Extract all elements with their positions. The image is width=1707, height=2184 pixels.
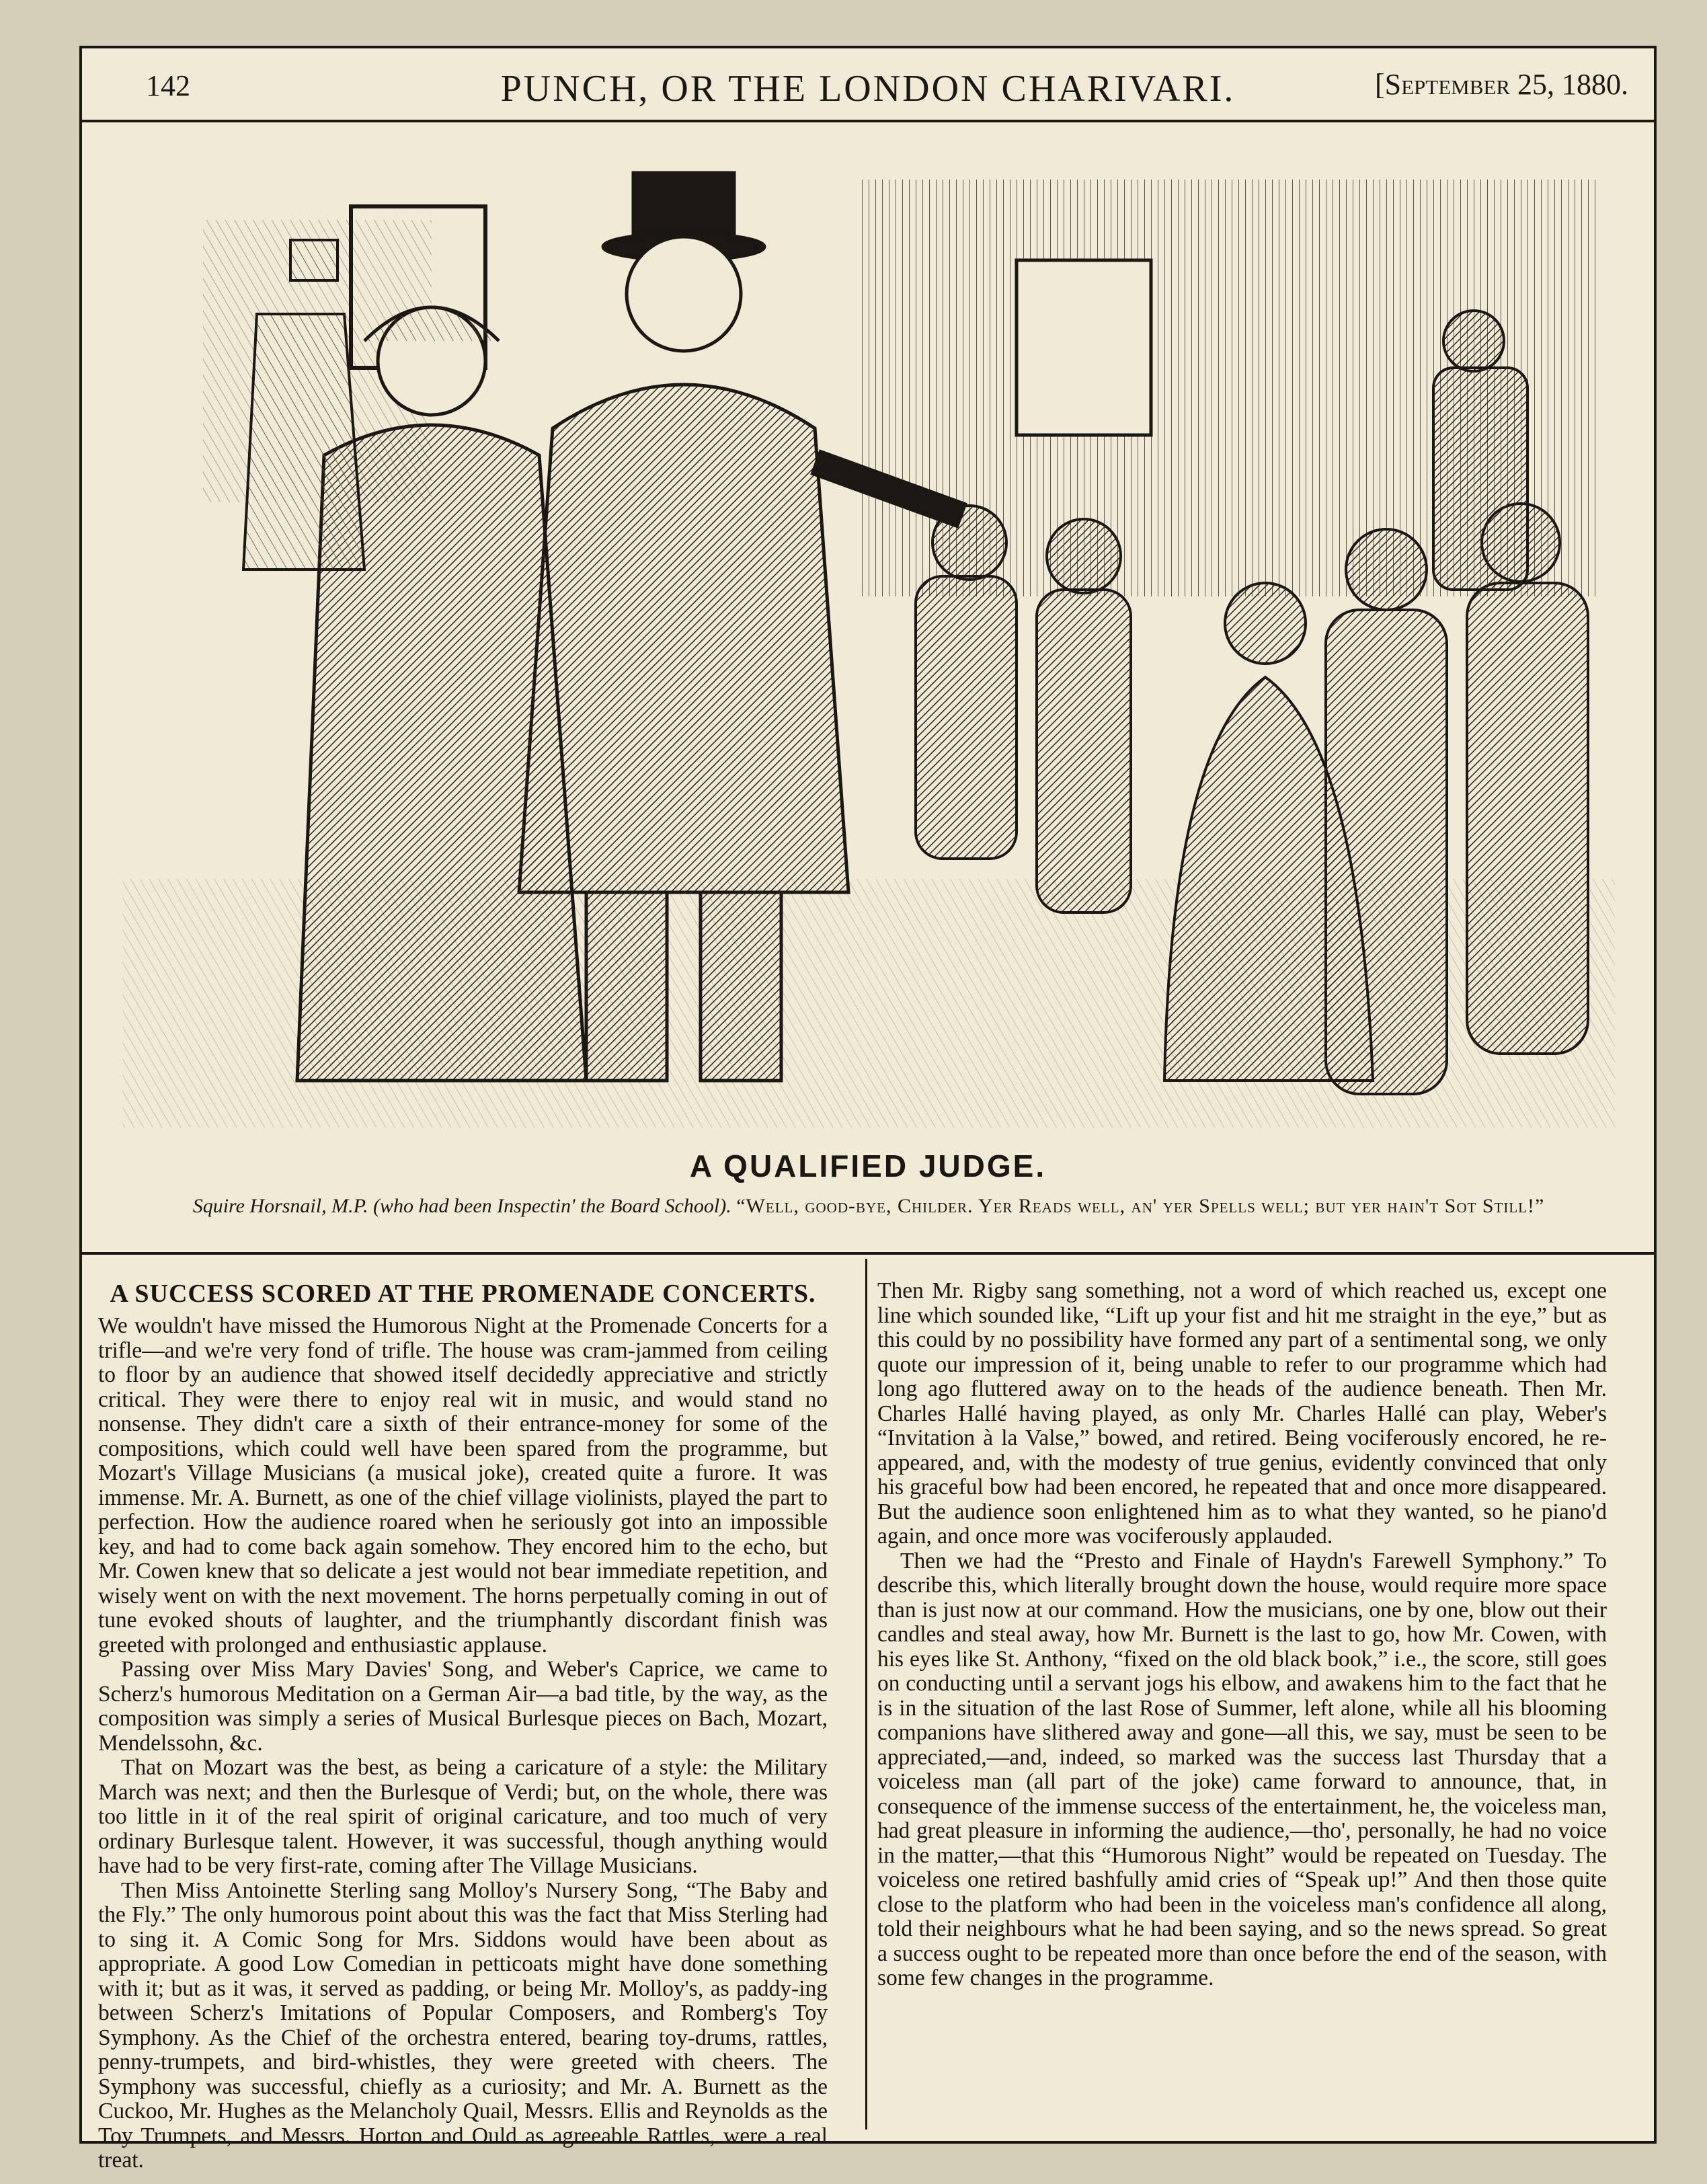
article-paragraph: Then Mr. Rigby sang something, not a word of which reached us, except one line which sounded like, “Lift up your fist and hit me straight in the eye,” but as this could by no possibility have formed any part of a sentimental song, we only quote our impression of it, being unable to refer to our programme which had long ago fluttered away on to the heads of the audience beneath. Then Mr. Charles Hallé having played, as only Mr. Charles Hallé can play, Weber's “Invitation à la Valse,” bowed, and retired. Being vociferously encored, he re-appeared, and, with the modesty of true genius, evidently convinced that only his graceful bow had been encored, he repeated that and once more disappeared. But the audience soon enlightened him as to what they wanted, so he piano'd again, and once more was vociferously applauded. <box>877 1278 1607 1549</box>
column-rule <box>865 1259 867 2130</box>
engraving-drawing <box>122 139 1615 1128</box>
page-number: 142 <box>146 69 190 102</box>
article-paragraph: We wouldn't have missed the Humorous Night at the Promenade Concerts for a trifle—and we're very fond of trifle. The house was cram-jammed from ceiling to floor by an audience that showed itself decidedly appreciative and strictly critical. They were there to enjoy real wit in music, and would stand no nonsense. They didn't care a sixth of their entrance-money for some of the compositions, which could well have been spared from the programme, but Mozart's Village Musicians (a musical joke), created quite a furore. It was immense. Mr. A. Burnett, as one of the chief village violinists, played the part to perfection. How the audience roared when he seriously got into an impossible key, and had to come back again somehow. They encored him to the echo, but Mr. Cowen knew that so delicate a jest would not bear immediate repetition, and wisely went on with the next movement. The horns perpetually coming in out of tune evoked shouts of laughter, and the triumphantly discordant finish was greeted with prolonged and enthusiastic applause. <box>98 1313 828 1658</box>
section-divider <box>82 1252 1654 1255</box>
caption-speaker: Squire Horsnail, M.P. (who had been Inspectin' the Board School). <box>192 1195 731 1217</box>
issue-date: [September 25, 1880. <box>1374 68 1628 101</box>
article-paragraph: Passing over Miss Mary Davies' Song, and Weber's Caprice, we came to Scherz's humorous Meditation on a German Air—a bad title, by the way, as the composition was simply a series of Musical Burlesque pieces on Bach, Mozart, Mendelssohn, &c. <box>98 1657 828 1756</box>
article-column-left <box>98 1279 828 2173</box>
publication-title: PUNCH, OR THE LONDON CHARIVARI. <box>500 68 1236 110</box>
caption-quote: “Well, good-bye, Childer. Yer Reads well, an' yer Spells well; but yer hain't Sot Still!” <box>736 1195 1545 1217</box>
article-paragraph: Then we had the “Presto and Finale of Haydn's Farewell Symphony.” To describe this, which literally brought down the house, would require more space than is just now at our command. How the musicians, one by one, blow out their candles and steal away, how Mr. Burnett is the last to go, how Mr. Cowen, with his eyes like St. Anthony, “fixed on the old black book,” i.e., the score, still goes on conducting until a servant jogs his elbow, and awakens him to the fact that he is in the situation of the last Rose of Summer, left alone, while all his blooming companions have slithered away and gone—all this, we say, must be seen to be appreciated,—and, indeed, so marked was the success last Thursday that a voiceless man (all part of the joke) came forward to announce, that, in consequence of the immense success of the entertainment, he, the voiceless man, had great pleasure in informing the audience,—tho', personally, he had no voice in the matter,—that this “Humorous Night” would be repeated on Tuesday. The voiceless one retired bashfully amid cries of “Speak up!” And then those quite close to the platform who had been in the voiceless man's confidence all along, told their neighbours what he had been saying, and so the news spread. So great a success ought to be repeated more than once before the end of the season, with some few changes in the programme. <box>877 1548 1607 1990</box>
article-paragraph: Then Miss Antoinette Sterling sang Molloy's Nursery Song, “The Baby and the Fly.” The only humorous point about this was the fact that Miss Sterling had to sing it. A Comic Song for Mrs. Siddons would have been about as appropriate. A good Low Comedian in petticoats might have done something with it; but as it was, it served as padding, or being Mr. Molloy's, as paddy-ing between Scherz's Imitations of Popular Composers, and Romberg's Toy Symphony. As the Chief of the orchestra entered, bearing toy-drums, rattles, penny-trumpets, and bird-whistles, they were greeted with cheers. The Symphony was successful, chiefly as a curiosity; and Mr. A. Burnett as the Cuckoo, Mr. Hughes as the Melancholy Quail, Messrs. Ellis and Reynolds as the Toy Trumpets, and Messrs. Horton and Ould as agreeable Rattles, were a real treat. <box>98 1877 828 2173</box>
article-column-right <box>877 1279 1607 1991</box>
cartoon-title: A QUALIFIED JUDGE. <box>689 1148 1047 1183</box>
article-title: A SUCCESS SCORED AT THE PROMENADE CONCERTS. <box>110 1280 816 1308</box>
cartoon-illustration <box>122 139 1615 1128</box>
article-paragraph: That on Mozart was the best, as being a caricature of a style: the Military March was next; and then the Burlesque of Verdi; but, on the whole, there was too little in it of the real spirit of original caricature, and too much of very ordinary Burlesque talent. However, it was successful, though anything would have had to be very first-rate, coming after The Village Musicians. <box>98 1755 828 1878</box>
cartoon-caption <box>136 1194 1601 1219</box>
page-header <box>82 48 1654 122</box>
magazine-page <box>79 46 1657 2173</box>
